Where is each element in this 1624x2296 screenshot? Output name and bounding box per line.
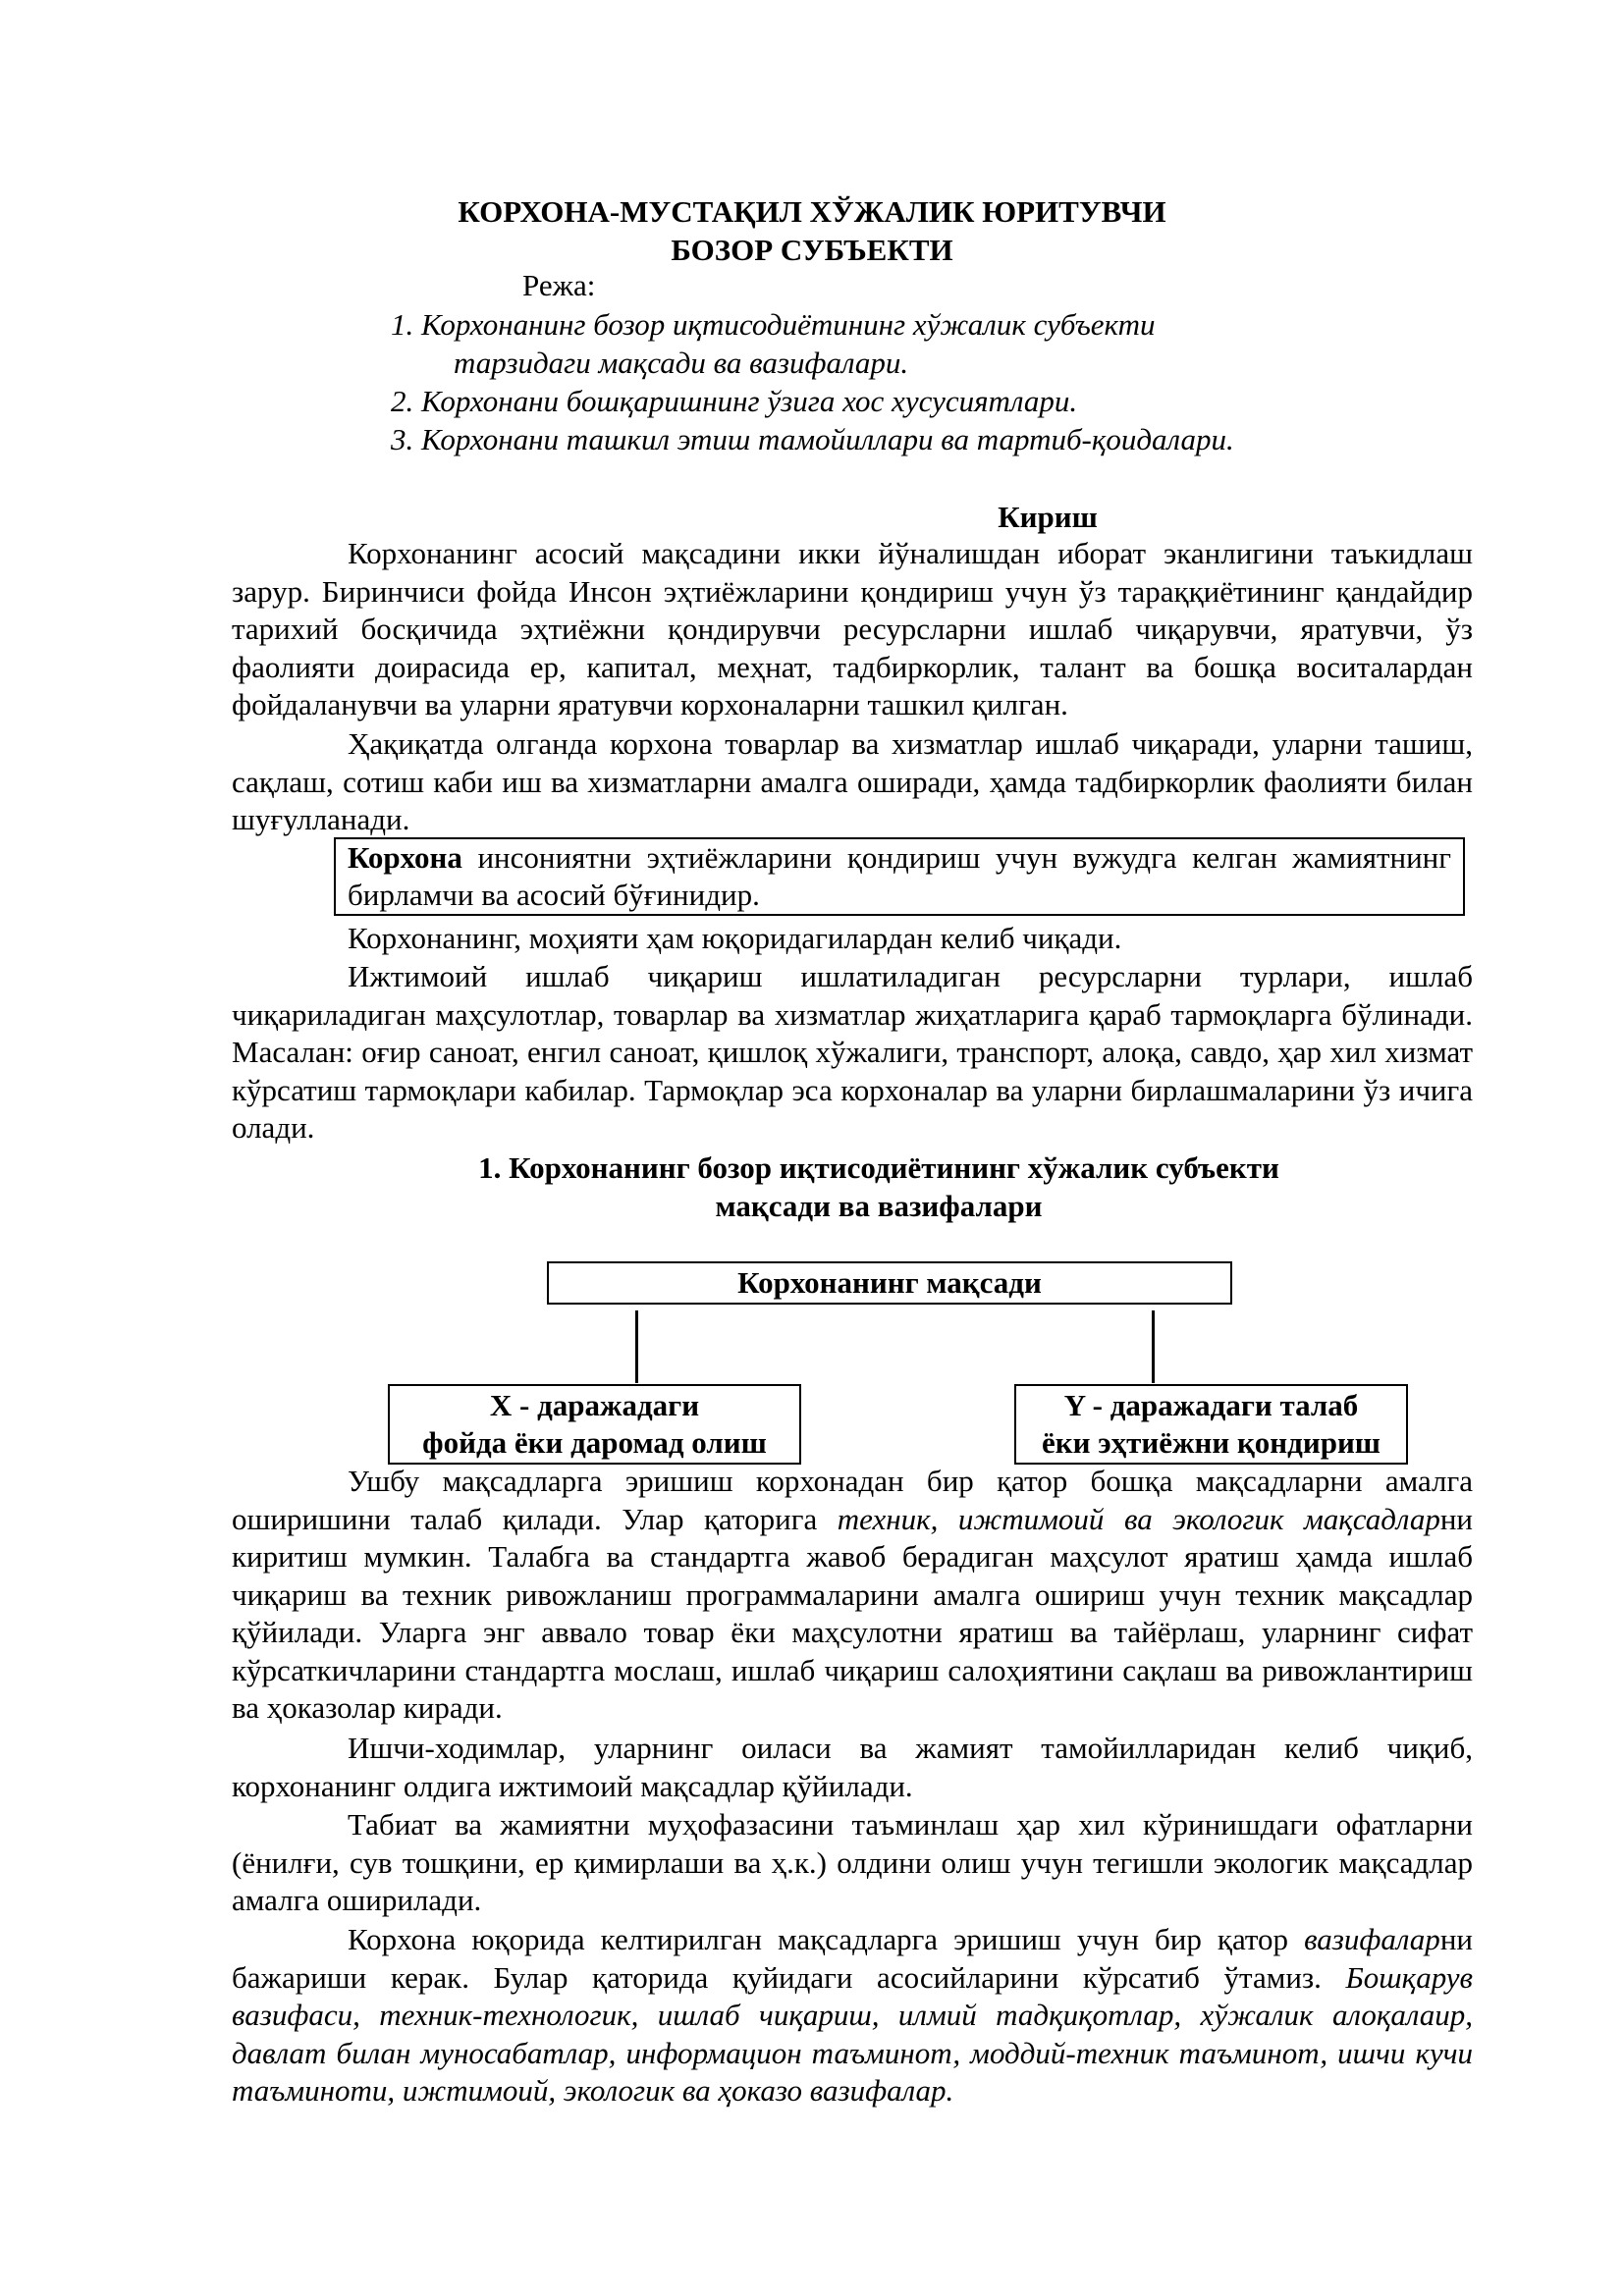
body-paragraph-social: Ишчи-ходимлар, уларнинг оиласи ва жамият тамойилларидан келиб чиқиб, корхонанинг олдига ижтимоий мақсадлар қўйилади. <box>232 1731 1473 1803</box>
plan-item-1-cont: тарзидаги мақсади ва вазифалари. <box>454 346 909 380</box>
diagram-goal-box: Корхонанинг мақсади <box>547 1261 1232 1305</box>
diagram-connector-left <box>635 1310 638 1383</box>
intro-paragraph-3: Корхонанинг, моҳияти ҳам юқоридагилардан келиб чиқади. <box>348 921 1122 955</box>
diagram-box-demand-line-1: Y - даражадаги талаб <box>1063 1388 1359 1422</box>
diagram-box-profit-line-2: фойда ёки даромад олиш <box>422 1425 767 1460</box>
body-paragraph-goals <box>232 1463 1473 1728</box>
diagram-box-profit-line-1: X - даражадаги <box>489 1388 700 1422</box>
body-paragraph-functions-c: ни бажариши керак. Булар қаторида қуйидаги асосийларини кўрсатиб ўтамиз. <box>232 1922 1473 1995</box>
diagram-box-demand <box>1014 1384 1408 1465</box>
intro-paragraph-1: Корхонанинг асосий мақсадини икки йўналишдан иборат эканлигини таъкидлаш зарур. Биринчиси фойда Инсон эҳтиёжларини қондириш учун ўз тараққиётининг қандайдир тарихий босқичида эҳтиёжни қондирувчи ресурсларни ишлаб чиқарувчи, яратувчи, ўз фаолияти доирасида ер, капитал, меҳнат, тадбиркорлик, талант ва бошқа воситалардан фойдаланувчи ва уларни яратувчи корхоналарни ташкил қилган. <box>232 536 1473 721</box>
plan-label: Режа: <box>522 268 596 302</box>
body-paragraph-functions-emphasis: вазифалар <box>1304 1922 1440 1956</box>
plan-item-2: 2. Корхонани бошқаришнинг ўзига хос хусусиятлари. <box>391 384 1078 418</box>
definition-term: Корхона <box>348 840 462 875</box>
plan-item-3: 3. Корхонани ташкил этиш тамойиллари ва тартиб-қоидалари. <box>391 422 1234 456</box>
body-paragraph-functions <box>232 1921 1473 2110</box>
definition-text: инсониятни эҳтиёжларини қондириш учун вужудга келган жамиятнинг бирламчи ва асосий бўғинидир. <box>348 840 1451 912</box>
body-paragraph-goals-emphasis: техник, ижтимоий ва экологик мақсадлар <box>837 1501 1440 1536</box>
section-1-heading-line-2: мақсади ва вазифалари <box>715 1189 1043 1223</box>
diagram-box-profit <box>388 1384 801 1465</box>
body-paragraph-functions-list: Бошқарув вазифаси, техник-технологик, ишлаб чиқариш, илмий тадқиқотлар, хўжалик алоқалаир, давлат билан муносабатлар, информацион таъминот, моддий-техник таъминот, ишчи кучи таъминоти, ижтимоий, экологик ва ҳоказо вазифалар. <box>232 1959 1473 2108</box>
intro-heading: Кириш <box>998 500 1098 534</box>
document-title-line-2: БОЗОР СУБЪЕКТИ <box>671 233 953 267</box>
plan-item-1: 1. Корхонанинг бозор иқтисодиётининг хўжалик субъекти <box>391 307 1156 342</box>
intro-paragraph-4: Ижтимоий ишлаб чиқариш ишлатиладиган ресурсларни турлари, ишлаб чиқариладиган маҳсулотлар, товарлар ва хизматлар жиҳатларига қараб тармоқларга бўлинади. Масалан: оғир саноат, енгил саноат, қишлоқ хўжалиги, транспорт, алоқа, савдо, ҳар хил хизмат кўрсатиш тармоқлари кабилар. Тармоқлар эса корхоналар ва уларни бирлашмаларини ўз ичига олади. <box>232 959 1473 1145</box>
body-paragraph-goals-c: ни киритиш мумкин. Талабга ва стандартга жавоб берадиган маҳсулот яратиш ҳамда ишлаб чиқариш ва техник ривожланиш программаларини амалга ошириш учун техник мақсадлар қўйилади. Уларга энг аввало товар ёки маҳсулотни яратиш ва тайёрлаш, уларнинг сифат кўрсаткичларини стандартга мослаш, ишлаб чиқариш салоҳиятини сақлаш ва ривожлантириш ва ҳоказолар киради. <box>232 1501 1474 1725</box>
diagram-box-demand-line-2: ёки эҳтиёжни қондириш <box>1042 1425 1380 1460</box>
intro-paragraph-2: Ҳақиқатда олганда корхона товарлар ва хизматлар ишлаб чиқаради, уларни ташиш, сақлаш, сотиш каби иш ва хизматларни амалга оширади, ҳамда тадбиркорлик фаолияти билан шуғулланади. <box>232 726 1473 836</box>
definition-box <box>334 837 1465 916</box>
body-paragraph-functions-a: Корхона юқорида келтирилган мақсадларга эришиш учун бир қатор <box>348 1922 1305 1956</box>
document-title-line-1: КОРХОНА-МУСТАҚИЛ ХЎЖАЛИК ЮРИТУВЧИ <box>458 194 1166 229</box>
body-paragraph-ecology: Табиат ва жамиятни муҳофазасини таъминлаш ҳар хил кўринишдаги офатларни (ёнилғи, сув тошқини, ер қимирлаши ва ҳ.к.) олдини олиш учун тегишли экологик мақсадлар амалга оширилади. <box>232 1807 1473 1917</box>
section-1-heading-line-1: 1. Корхонанинг бозор иқтисодиётининг хўжалик субъекти <box>478 1150 1279 1185</box>
body-paragraph-goals-a: Ушбу мақсадларга эришиш корхонадан бир қатор бошқа мақсадларни амалга оширишини талаб қилади. Улар қаторига <box>232 1464 1473 1536</box>
diagram-connector-right <box>1152 1310 1155 1383</box>
